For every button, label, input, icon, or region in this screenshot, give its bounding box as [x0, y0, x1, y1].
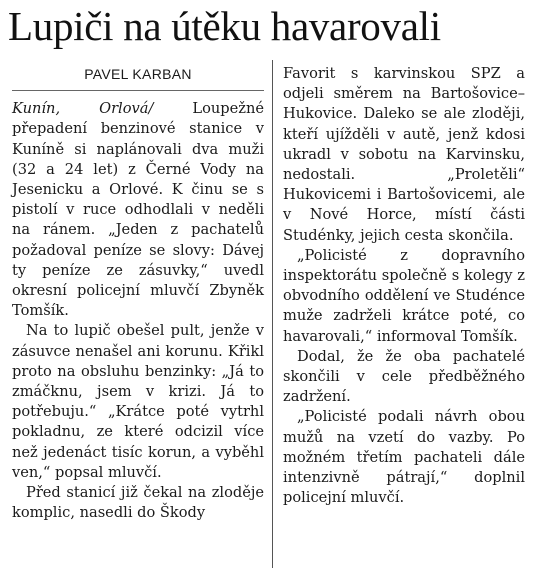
article-column-right	[283, 64, 525, 508]
article-paragraph	[12, 99, 264, 321]
article-paragraph: „Policisté z dopravního inspektorátu společně s kolegy z obvodního oddělení ve Studénce muže zadrželi krátce poté, co havarovali,“ informoval Tomšík.	[283, 246, 525, 345]
article-paragraph: Na to lupič obešel pult, jenže v zásuvce nenašel ani korunu. Křikl proto na obsluhu benzinky: „Já to zmáčknu, jsem v krizi. Já to potřebuju.“ „Krátce poté vytrhl pokladnu, ze které odcizil více než jedenáct tisíc korun, a vyběhl ven,“ popsal mluvčí.	[12, 322, 264, 481]
column-divider	[272, 60, 273, 568]
author-byline: PAVEL KARBAN	[12, 64, 264, 91]
article-paragraph: Před stanicí již čekal na zloděje komplic, nasedli do Škody	[12, 484, 264, 522]
article-paragraph: „Policisté podali návrh obou mužů na vzetí do vazby. Po možném třetím pachateli dále intenzivně pátrají,“ doplnil policejní mluvčí.	[283, 408, 525, 507]
paragraph-text: Loupežné přepadení benzinové stanice v Kuníně si naplánovali dva muži (32 a 24 let) z Černé Vody na Jesenicku a Orlové. K činu se s pistolí v ruce odhodlali v neděli na ránem. „Jeden z pachatelů požadoval peníze se slovy: Dávej ty peníze ze zásuvky,“ uvedl okresní policejní mluvčí Zbyněk Tomšík.	[12, 100, 264, 320]
article-headline: Lupiči na útěku havarovali	[8, 3, 441, 49]
dateline: Kunín, Orlová/	[12, 100, 154, 118]
article-column-left	[12, 64, 264, 523]
article-paragraph: Favorit s karvinskou SPZ a odjeli směrem na Bartošovice–Hukovice. Daleko se ale zloději, kteří ujížděli v autě, jenž kdosi ukradl v sobotu na Karvinsku, nedostali. „Proletěli“ Hukovicemi i Bartošovicemi, ale v Nové Horce, místí části Studénky, jejich cesta skončila.	[283, 65, 525, 244]
article-paragraph: Dodal, že že oba pachatelé skončili v cele předběžného zadržení.	[283, 347, 525, 406]
